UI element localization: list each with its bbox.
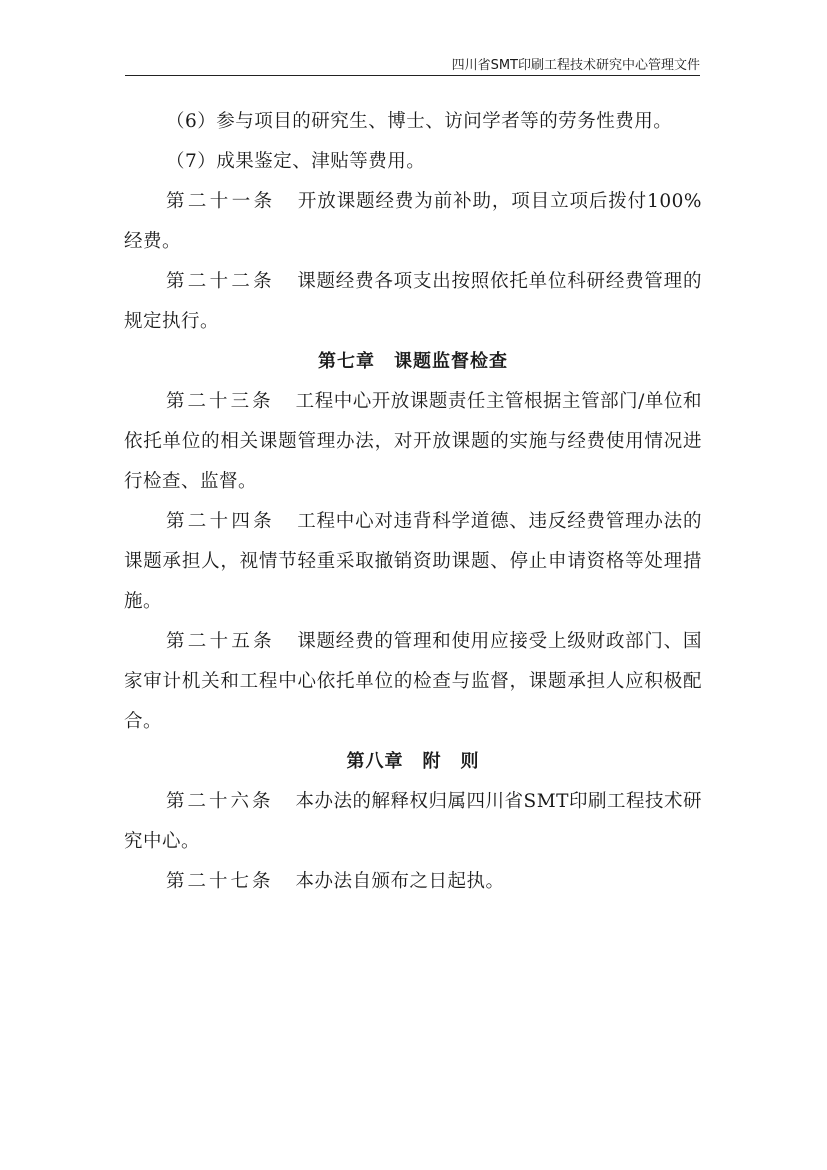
article-number: 第二十五条 bbox=[166, 631, 275, 652]
article-27 bbox=[124, 862, 702, 902]
list-item: （6）参与项目的研究生、博士、访问学者等的劳务性费用。 bbox=[166, 111, 673, 132]
chapter-7-heading: 第七章 课题监督检查 bbox=[318, 351, 508, 372]
list-item: （7）成果鉴定、津贴等费用。 bbox=[166, 151, 426, 172]
article-text: 课题经费各项支出按照依托单位科研经费管理的规定执行。 bbox=[124, 271, 702, 332]
article-24 bbox=[124, 502, 702, 622]
article-text: 本办法的解释权归属四川省SMT印刷工程技术研究中心。 bbox=[124, 791, 702, 852]
article-text: 工程中心对违背科学道德、违反经费管理办法的课题承担人，视情节轻重采取撤销资助课题、停止申请资格等处理措施。 bbox=[124, 511, 702, 612]
chapter-8-heading: 第八章 附 则 bbox=[346, 751, 480, 772]
document-body bbox=[124, 102, 702, 902]
header-rule bbox=[125, 75, 700, 76]
article-25 bbox=[124, 622, 702, 742]
article-text: 开放课题经费为前补助，项目立项后拨付100%经费。 bbox=[124, 191, 702, 252]
article-text: 课题经费的管理和使用应接受上级财政部门、国家审计机关和工程中心依托单位的检查与监督，课题承担人应积极配合。 bbox=[124, 631, 702, 732]
article-number: 第二十二条 bbox=[166, 271, 275, 292]
article-21 bbox=[124, 182, 702, 262]
article-22 bbox=[124, 262, 702, 342]
article-number: 第二十六条 bbox=[166, 791, 274, 812]
article-number: 第二十一条 bbox=[166, 191, 276, 212]
article-number: 第二十七条 bbox=[166, 871, 274, 892]
article-number: 第二十四条 bbox=[166, 511, 275, 532]
article-text: 本办法自颁布之日起执。 bbox=[295, 871, 505, 892]
article-text: 工程中心开放课题责任主管根据主管部门/单位和依托单位的相关课题管理办法，对开放课题的实施与经费使用情况进行检查、监督。 bbox=[124, 391, 702, 492]
article-number: 第二十三条 bbox=[166, 391, 274, 412]
article-26 bbox=[124, 782, 702, 862]
page-header: 四川省SMT印刷工程技术研究中心管理文件 bbox=[451, 58, 700, 73]
article-23 bbox=[124, 382, 702, 502]
